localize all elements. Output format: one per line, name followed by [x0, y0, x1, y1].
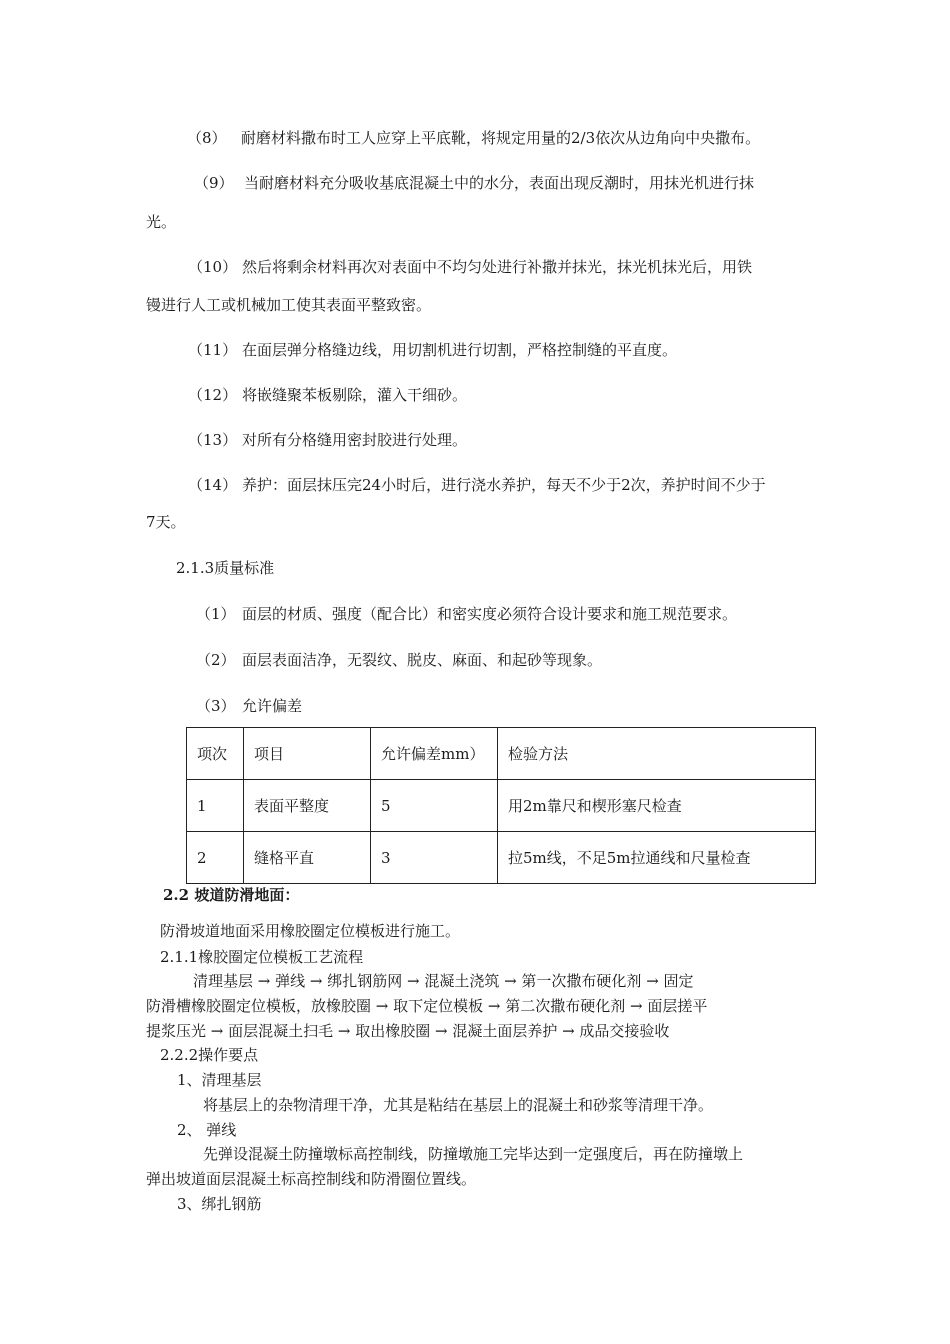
flow-line: 防滑槽橡胶圈定位模板，放橡胶圈 → 取下定位模板 → 第二次撒布硬化剂 → 面层搓平 [146, 997, 708, 1015]
table-header-cell: 项次 [187, 728, 244, 780]
step-title: 3、绑扎钢筋 [177, 1195, 262, 1213]
list-item: （11） 在面层弹分格缝边线，用切割机进行切割，严格控制缝的平直度。 [188, 341, 678, 359]
flow-line: 提浆压光 → 面层混凝土扫毛 → 取出橡胶圈 → 混凝土面层养护 → 成品交接验收 [146, 1022, 670, 1040]
flow-line: 清理基层 → 弹线 → 绑扎钢筋网 → 混凝土浇筑 → 第一次撒布硬化剂 → 固定 [193, 972, 694, 990]
table-row [187, 780, 816, 832]
list-item-continuation: 光。 [146, 213, 177, 231]
list-item-continuation: 镘进行人工或机械加工使其表面平整致密。 [146, 296, 432, 314]
step-title: 1、清理基层 [177, 1071, 262, 1089]
table-cell: 表面平整度 [244, 780, 371, 832]
section-heading: 2.1.3质量标准 [176, 559, 275, 577]
step-title: 2、 弹线 [177, 1121, 237, 1139]
list-item-continuation: 7天。 [146, 513, 186, 531]
table-cell: 缝格平直 [244, 832, 371, 884]
paragraph: 弹出坡道面层混凝土标高控制线和防滑圈位置线。 [146, 1170, 477, 1188]
table-cell: 3 [371, 832, 498, 884]
list-item: （8） 耐磨材料撒布时工人应穿上平底靴，将规定用量的2/3依次从边角向中央撒布。 [187, 129, 761, 147]
section-title: 2.2 坡道防滑地面： [163, 886, 300, 904]
list-item: （14） 养护：面层抹压完24小时后，进行浇水养护，每天不少于2次，养护时间不少于 [188, 476, 766, 494]
table-cell: 拉5m线，不足5m拉通线和尺量检查 [498, 832, 816, 884]
table-header-cell: 允许偏差mm） [371, 728, 498, 780]
table-header-cell: 项目 [244, 728, 371, 780]
table-header-cell: 检验方法 [498, 728, 816, 780]
list-item: （3） 允许偏差 [196, 697, 303, 715]
table-cell: 用2m靠尺和楔形塞尺检查 [498, 780, 816, 832]
paragraph: 将基层上的杂物清理干净，尤其是粘结在基层上的混凝土和砂浆等清理干净。 [203, 1096, 714, 1114]
tolerance-table [186, 727, 816, 884]
paragraph: 先弹设混凝土防撞墩标高控制线，防撞墩施工完毕达到一定强度后，再在防撞墩上 [203, 1145, 744, 1163]
table-cell: 5 [371, 780, 498, 832]
list-item: （10） 然后将剩余材料再次对表面中不均匀处进行补撒并抹光，抹光机抹光后，用铁 [188, 258, 753, 276]
subsection-heading: 2.2.2操作要点 [160, 1046, 259, 1064]
list-item: （2） 面层表面洁净，无裂纹、脱皮、麻面、和起砂等现象。 [196, 651, 603, 669]
table-cell: 1 [187, 780, 244, 832]
table-cell: 2 [187, 832, 244, 884]
list-item: （12） 将嵌缝聚苯板剔除，灌入干细砂。 [188, 386, 468, 404]
paragraph: 防滑坡道地面采用橡胶圈定位模板进行施工。 [160, 922, 461, 940]
table-row [187, 832, 816, 884]
list-item: （1） 面层的材质、强度（配合比）和密实度必须符合设计要求和施工规范要求。 [196, 605, 738, 623]
list-item: （13） 对所有分格缝用密封胶进行处理。 [188, 431, 468, 449]
table-header-row [187, 728, 816, 780]
subsection-heading: 2.1.1橡胶圈定位模板工艺流程 [160, 948, 364, 966]
list-item: （9） 当耐磨材料充分吸收基底混凝土中的水分，表面出现反潮时，用抹光机进行抹 [194, 174, 755, 192]
